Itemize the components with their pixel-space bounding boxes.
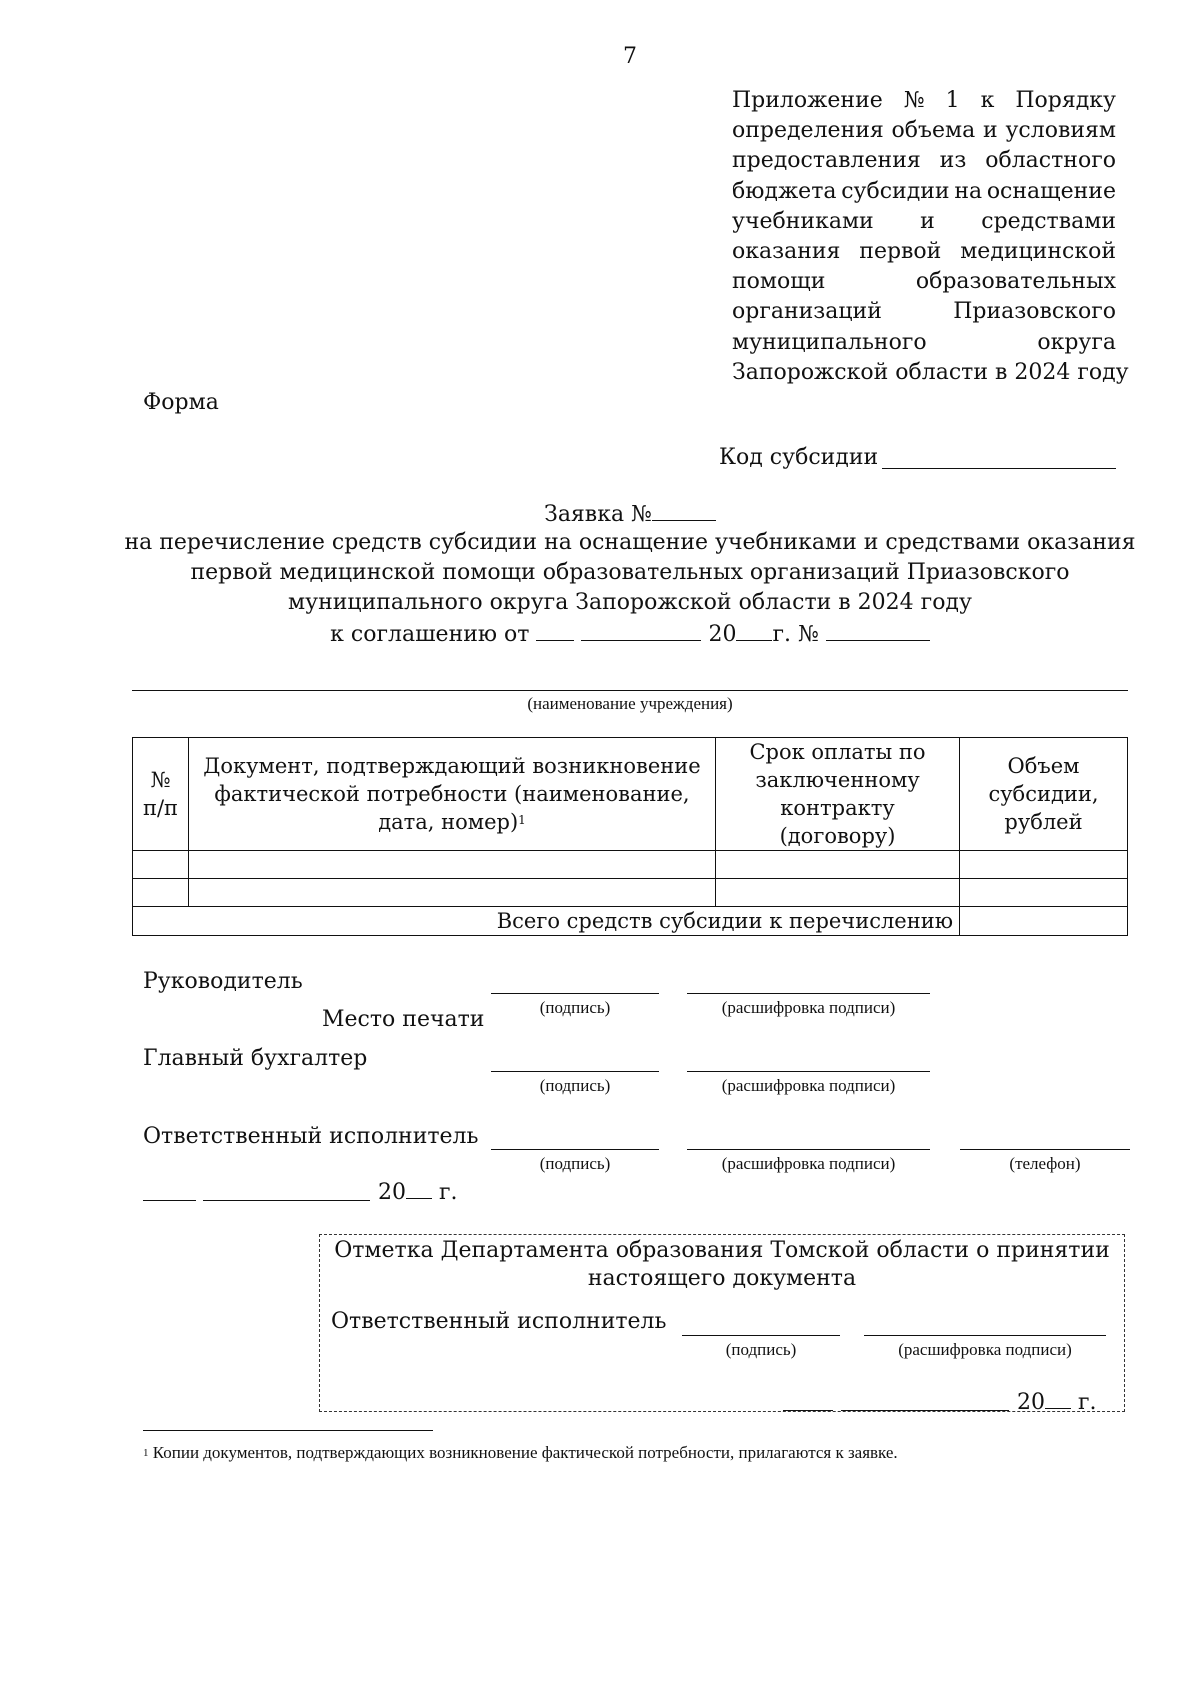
appendix-word: и — [920, 208, 935, 234]
footnote — [143, 1442, 898, 1464]
appendix-word: учебниками — [732, 208, 874, 234]
department-mark-line-1: Отметка Департамента образования Томской области о принятии — [334, 1238, 1110, 1263]
appendix-word: областного — [985, 148, 1116, 174]
appendix-line — [732, 328, 1116, 358]
department-decoding-caption: (расшифровка подписи) — [898, 1340, 1072, 1359]
agreement-month-blank[interactable] — [581, 618, 701, 641]
footnote-separator — [143, 1430, 433, 1431]
table-cell[interactable] — [189, 851, 716, 879]
appendix-line — [732, 237, 1116, 267]
agreement-number-blank[interactable] — [826, 618, 930, 641]
appendix-word: на — [954, 178, 983, 204]
footnote-mark: 1 — [518, 813, 526, 827]
appendix-line — [732, 86, 1116, 116]
table-cell[interactable] — [716, 851, 960, 879]
appendix-word: Запорожской области в 2024 году — [732, 359, 1129, 385]
department-signature-line[interactable] — [682, 1335, 840, 1336]
appendix-word: образовательных — [915, 269, 1116, 295]
accountant-signature-line[interactable] — [491, 1071, 659, 1072]
department-date-year-suffix: г. — [1078, 1390, 1097, 1415]
total-label: Всего средств субсидии к перечислению — [133, 907, 960, 936]
appendix-line — [732, 116, 1116, 146]
appendix-word: из — [939, 148, 967, 174]
appendix-word: объема — [891, 118, 976, 144]
department-signature-caption: (подпись) — [725, 1340, 797, 1359]
agreement-number-prefix: г. № — [772, 622, 819, 647]
seal-place-label: Место печати — [322, 1007, 485, 1032]
date-year-suffix: г. — [439, 1180, 458, 1205]
appendix-word: условиям — [1005, 118, 1116, 144]
appendix-word: определения — [732, 118, 884, 144]
appendix-word: оказания — [732, 238, 841, 264]
institution-name-field[interactable] — [132, 690, 1128, 691]
table-row — [133, 851, 1128, 879]
total-amount-cell[interactable] — [960, 907, 1128, 936]
col-header-document — [189, 738, 716, 851]
table-cell[interactable] — [960, 879, 1128, 907]
date-year-blank[interactable] — [406, 1176, 432, 1199]
appendix-word: помощи — [732, 269, 826, 295]
table-cell[interactable] — [716, 879, 960, 907]
appendix-line — [732, 297, 1116, 327]
request-title-label: Заявка № — [544, 502, 652, 527]
date-month-blank[interactable] — [203, 1200, 370, 1201]
department-date-month-blank[interactable] — [841, 1410, 1009, 1411]
department-date-year — [1017, 1386, 1097, 1418]
appendix-word: к — [980, 88, 995, 113]
appendix-word: муниципального — [732, 329, 927, 355]
responsible-decoding-line[interactable] — [687, 1149, 930, 1150]
agreement-year-prefix: 20 — [708, 622, 737, 647]
appendix-word: Приложение — [732, 88, 883, 113]
responsible-label: Ответственный исполнитель — [143, 1124, 479, 1149]
head-decoding-caption: (расшифровка подписи) — [721, 998, 896, 1017]
table-row — [133, 879, 1128, 907]
agreement-line — [0, 618, 1200, 650]
table-cell[interactable] — [133, 879, 189, 907]
responsible-signature-caption: (подпись) — [539, 1154, 611, 1173]
appendix-word: оснащение — [986, 178, 1116, 204]
department-date-day-blank[interactable] — [783, 1410, 833, 1411]
head-label: Руководитель — [143, 969, 303, 994]
date-day-blank[interactable] — [143, 1200, 196, 1201]
footnote-text: Копии документов, подтверждающих возникновение фактической потребности, прилагаются к заявке. — [152, 1443, 898, 1462]
col-header-amount: Объем субсидии, рублей — [960, 738, 1128, 851]
head-decoding-line[interactable] — [687, 993, 930, 994]
appendix-line — [732, 177, 1116, 207]
appendix-word: средствами — [981, 208, 1116, 234]
table-cell[interactable] — [960, 851, 1128, 879]
col-header-number: № п/п — [133, 738, 189, 851]
appendix-word: и — [983, 118, 998, 144]
appendix-word: Приазовского — [953, 299, 1116, 325]
date-year-prefix: 20 — [378, 1180, 406, 1205]
appendix-word: 1 — [945, 88, 960, 113]
accountant-decoding-caption: (расшифровка подписи) — [721, 1076, 896, 1095]
appendix-word: организаций — [732, 299, 882, 325]
appendix-word: № — [903, 88, 925, 113]
department-decoding-line[interactable] — [864, 1335, 1106, 1336]
appendix-reference — [732, 86, 1129, 388]
title-line-2: на перечисление средств субсидии на оснащение учебниками и средствами оказания — [124, 530, 1136, 555]
appendix-line — [732, 267, 1116, 297]
responsible-phone-line[interactable] — [960, 1149, 1130, 1150]
title-line-3: первой медицинской помощи образовательных организаций Приазовского — [190, 560, 1070, 585]
head-signature-line[interactable] — [491, 993, 659, 994]
footnote-number: 1 — [143, 1447, 149, 1459]
appendix-line — [732, 207, 1116, 237]
form-label: Форма — [143, 390, 219, 415]
agreement-prefix: к соглашению от — [330, 622, 530, 647]
subsidy-code-label: Код субсидии — [719, 445, 879, 470]
col-header-payment-term: Срок оплаты по заключенному контракту (договору) — [716, 738, 960, 851]
subsidy-table — [132, 737, 1128, 936]
department-date-year-blank[interactable] — [1045, 1386, 1071, 1409]
request-number-blank[interactable] — [652, 498, 716, 521]
institution-caption: (наименование учреждения) — [527, 694, 733, 713]
col-header-document-text: Документ, подтверждающий возникновение фактической потребности (наименование, дата, номер) — [203, 754, 701, 834]
appendix-word: первой — [859, 238, 942, 264]
appendix-line — [732, 358, 1129, 388]
appendix-word: предоставления — [732, 148, 921, 174]
appendix-word: медицинской — [960, 238, 1116, 264]
request-title — [0, 498, 1200, 530]
appendix-line — [732, 146, 1116, 176]
responsible-decoding-caption: (расшифровка подписи) — [721, 1154, 896, 1173]
page-number: 7 — [623, 44, 637, 69]
responsible-phone-caption: (телефон) — [1009, 1154, 1081, 1173]
agreement-year-blank[interactable] — [736, 618, 772, 641]
subsidy-code-field[interactable] — [882, 468, 1116, 469]
department-mark-line-2: настоящего документа — [587, 1266, 857, 1291]
table-total-row — [133, 907, 1128, 936]
date-year — [378, 1176, 458, 1208]
appendix-word: округа — [1037, 329, 1116, 355]
title-line-4: муниципального округа Запорожской области в 2024 году — [288, 590, 972, 615]
appendix-word: бюджета — [732, 178, 837, 204]
department-responsible-label: Ответственный исполнитель — [331, 1309, 667, 1334]
appendix-word: субсидии — [841, 178, 950, 204]
agreement-day-blank[interactable] — [536, 618, 574, 641]
table-cell[interactable] — [133, 851, 189, 879]
responsible-signature-line[interactable] — [491, 1149, 659, 1150]
accountant-decoding-line[interactable] — [687, 1071, 930, 1072]
table-header-row — [133, 738, 1128, 851]
accountant-signature-caption: (подпись) — [539, 1076, 611, 1095]
appendix-word: Порядку — [1015, 88, 1116, 113]
chief-accountant-label: Главный бухгалтер — [143, 1046, 368, 1071]
department-date-year-prefix: 20 — [1017, 1390, 1045, 1415]
table-cell[interactable] — [189, 879, 716, 907]
head-signature-caption: (подпись) — [539, 998, 611, 1017]
